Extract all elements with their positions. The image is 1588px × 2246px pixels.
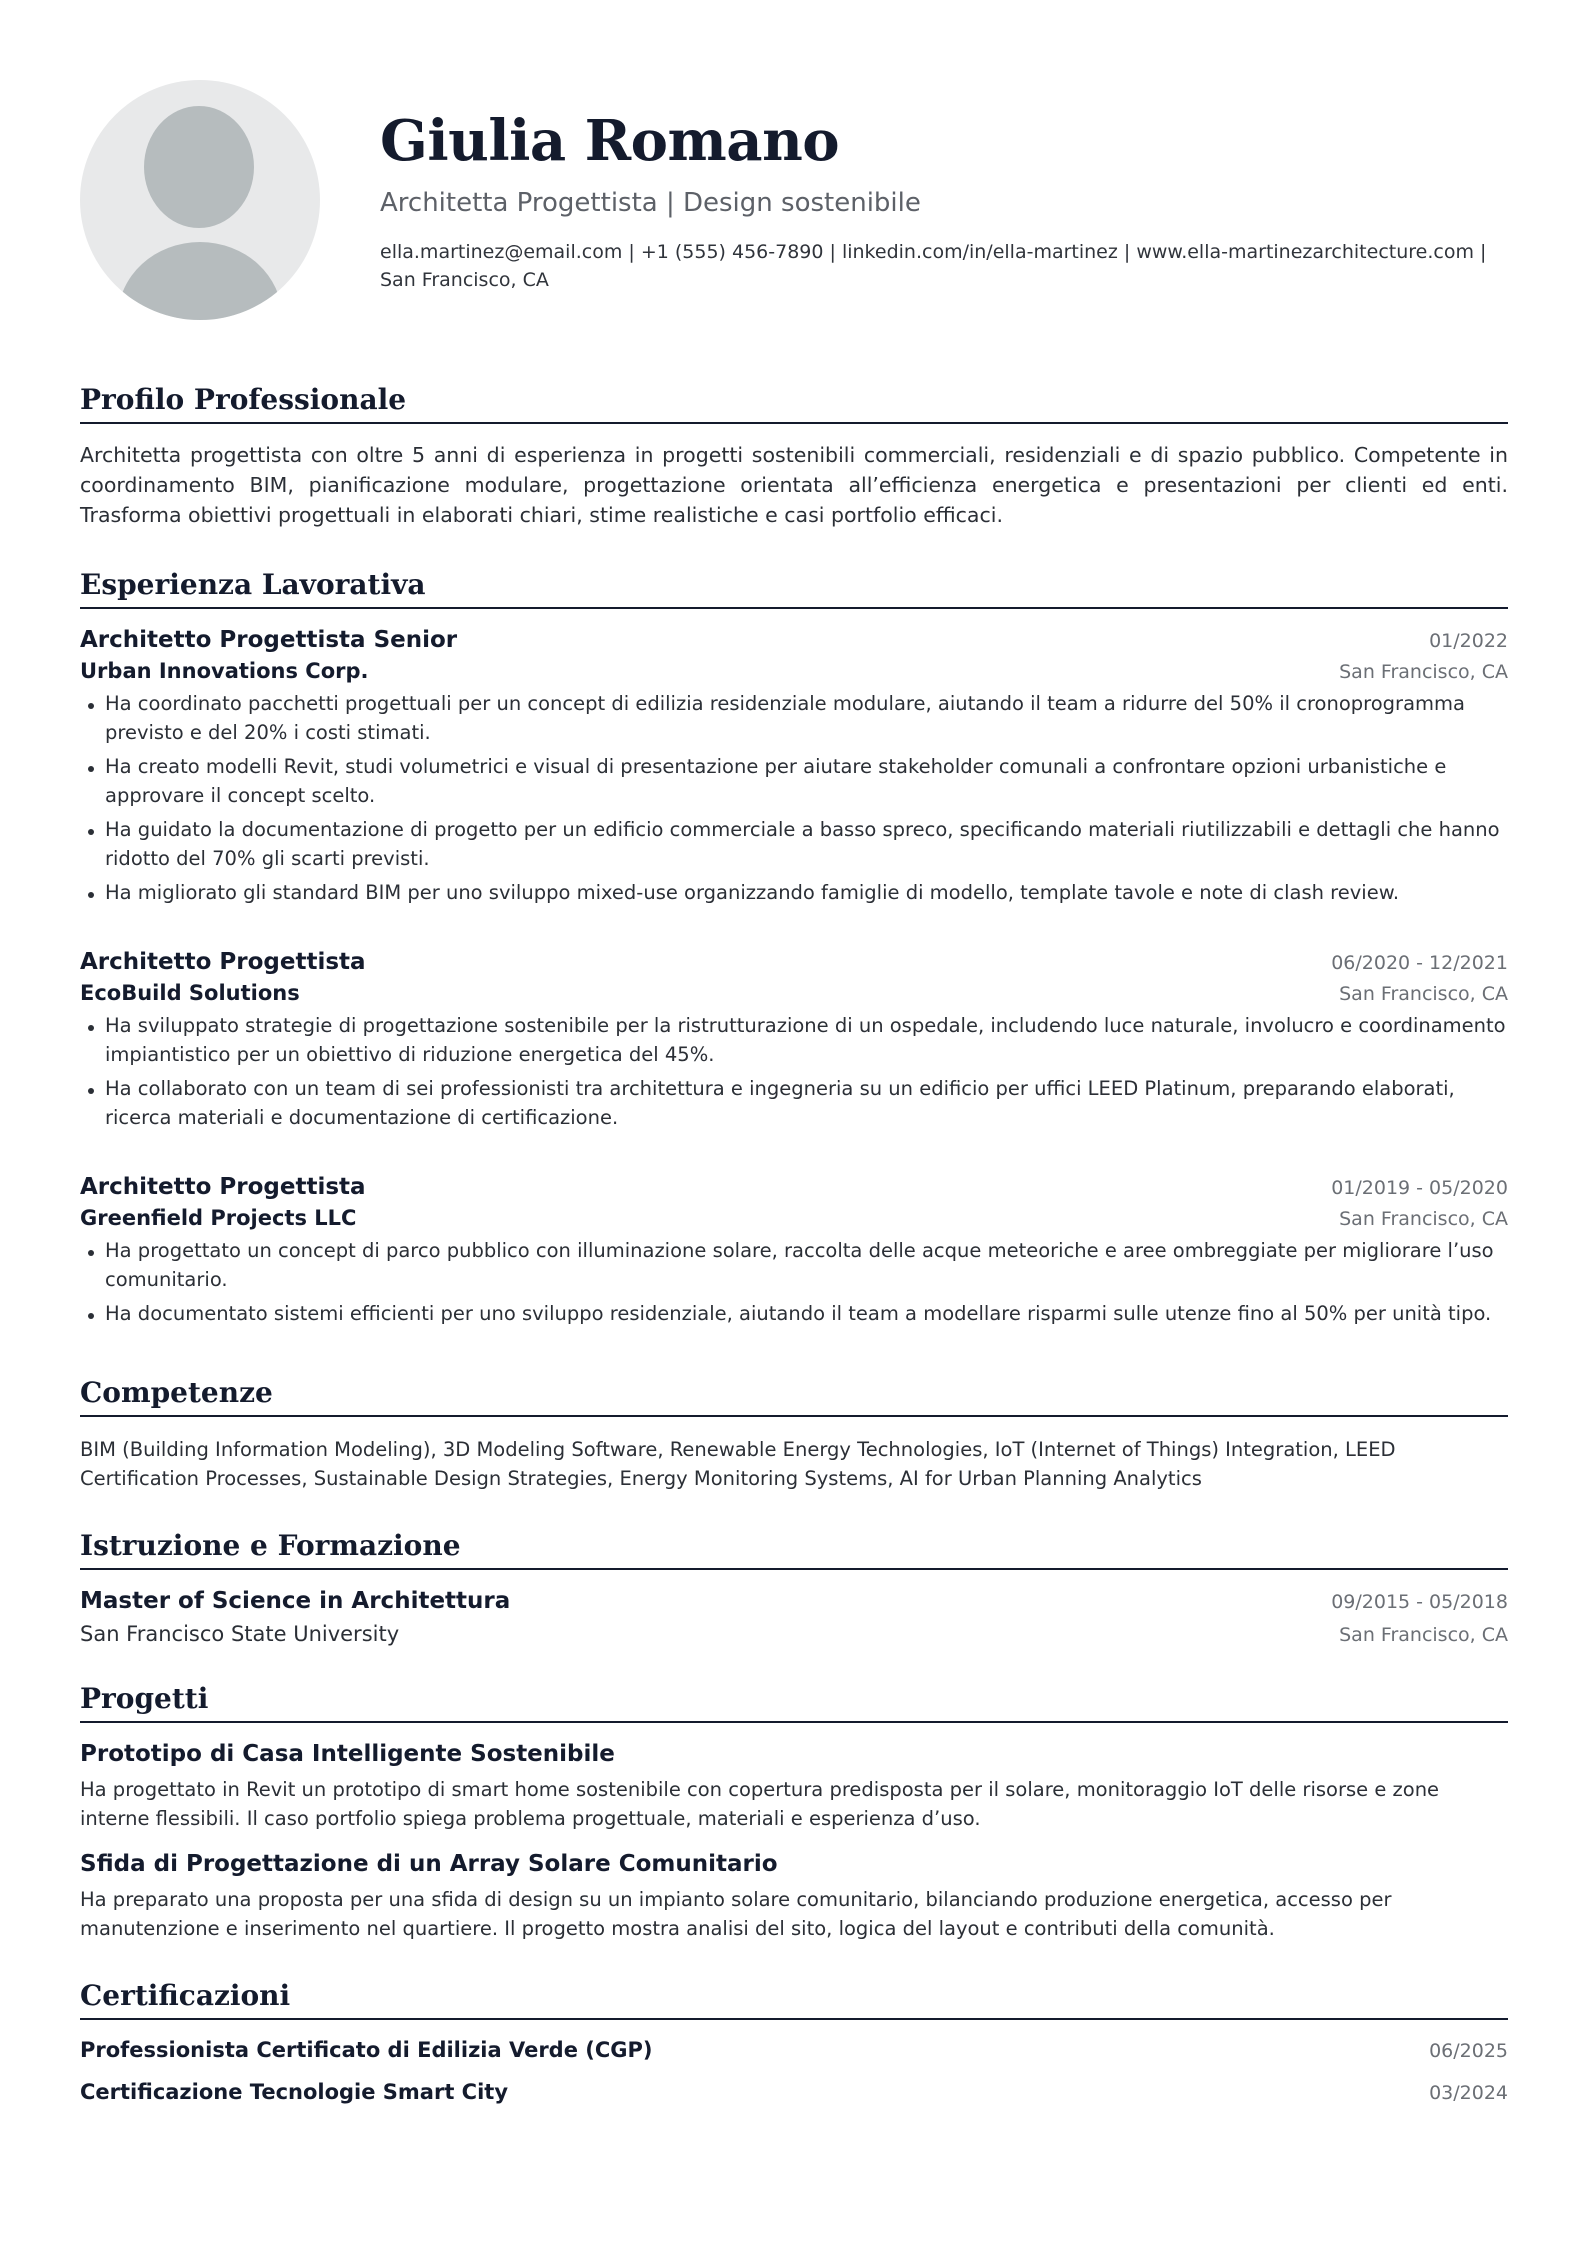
job-entry <box>80 627 1508 907</box>
job-bullet: Ha collaborato con un team di sei professionisti tra architettura e ingegneria su un edificio per uffici LEED Platinum, preparando elaborati, ricerca materiali e documentazione di certificazione. <box>80 1074 1508 1132</box>
job-location: San Francisco, CA <box>1339 661 1508 683</box>
project-entry <box>80 1741 1508 1833</box>
job-bullet: Ha migliorato gli standard BIM per uno sviluppo mixed-use organizzando famiglie di modello, template tavole e note di clash review. <box>80 878 1508 907</box>
job-company: Urban Innovations Corp. <box>80 659 369 683</box>
job-bullets <box>80 1236 1508 1328</box>
job-location: San Francisco, CA <box>1339 983 1508 1005</box>
header-text <box>380 80 1508 294</box>
profile-text: Architetta progettista con oltre 5 anni di esperienza in progetti sostenibili commerciali, residenziali e di spazio pubblico. Competente in coordinamento BIM, pianificazione modulare, progettazione orientata all’efficienza energetica e presentazioni per clienti ed enti. Trasforma obiettivi progettuali in elaborati chiari, stime realistiche e casi portfolio efficaci. <box>80 443 1508 527</box>
certification-date: 06/2025 <box>1429 2040 1508 2062</box>
certification-name: Certificazione Tecnologie Smart City <box>80 2080 509 2104</box>
skills-section <box>80 1376 1508 1493</box>
project-description: Ha preparato una proposta per una sfida di design su un impianto solare comunitario, bilanciando produzione energetica, accesso per manutenzione e inserimento nel quartiere. Il progetto mostra analisi del sito, logica del layout e contributi della comunità. <box>80 1888 1392 1940</box>
section-title-projects: Progetti <box>80 1682 1508 1723</box>
education-degree: Master of Science in Architettura <box>80 1588 511 1614</box>
project-entry <box>80 1851 1508 1943</box>
resume-header <box>80 80 1508 320</box>
job-company: Greenfield Projects LLC <box>80 1206 357 1230</box>
job-location: San Francisco, CA <box>1339 1208 1508 1230</box>
avatar <box>80 80 320 320</box>
profile-section <box>80 383 1508 530</box>
section-title-skills: Competenze <box>80 1376 1508 1417</box>
certifications-section <box>80 1979 1508 2104</box>
job-bullets <box>80 1011 1508 1132</box>
job-role: Architetto Progettista Senior <box>80 627 458 653</box>
project-title: Prototipo di Casa Intelligente Sostenibile <box>80 1741 615 1767</box>
job-date: 01/2019 - 05/2020 <box>1331 1177 1508 1199</box>
job-bullet: Ha creato modelli Revit, studi volumetrici e visual di presentazione per aiutare stakeholder comunali a confrontare opzioni urbanistiche e approvare il concept scelto. <box>80 752 1508 810</box>
job-bullet: Ha documentato sistemi efficienti per uno sviluppo residenziale, aiutando il team a modellare risparmi sulle utenze fino al 50% per unità tipo. <box>80 1299 1508 1328</box>
contact-line: ella.martinez@email.com | +1 (555) 456-7890 | linkedin.com/in/ella-martinez | www.ella-martinezarchitecture.com | San Francisco, CA <box>380 241 1487 291</box>
education-school: San Francisco State University <box>80 1622 400 1646</box>
experience-section <box>80 568 1508 1328</box>
avatar-body-icon <box>118 242 282 320</box>
certification-entry <box>80 2038 1508 2062</box>
section-title-profile: Profilo Professionale <box>80 383 1508 424</box>
job-bullets <box>80 689 1508 907</box>
job-date: 06/2020 - 12/2021 <box>1331 952 1508 974</box>
section-title-education: Istruzione e Formazione <box>80 1529 1508 1570</box>
education-section <box>80 1529 1508 1646</box>
candidate-subtitle: Architetta Progettista | Design sostenibile <box>380 188 921 218</box>
job-date: 01/2022 <box>1429 630 1508 652</box>
project-description: Ha progettato in Revit un prototipo di smart home sostenibile con copertura predisposta per il solare, monitoraggio IoT delle risorse e zone interne flessibili. Il caso portfolio spiega problema progettuale, materiali e esperienza d’uso. <box>80 1778 1440 1830</box>
job-role: Architetto Progettista <box>80 1174 366 1200</box>
section-title-certifications: Certificazioni <box>80 1979 1508 2020</box>
education-date: 09/2015 - 05/2018 <box>1331 1591 1508 1613</box>
candidate-name: Giulia Romano <box>380 108 840 174</box>
job-entry <box>80 949 1508 1132</box>
education-location: San Francisco, CA <box>1339 1624 1508 1646</box>
skills-text: BIM (Building Information Modeling), 3D Modeling Software, Renewable Energy Technologies, IoT (Internet of Things) Integration, LEED Certification Processes, Sustainable Design Strategies, Energy Monitoring Systems, AI for Urban Planning Analytics <box>80 1438 1396 1490</box>
job-company: EcoBuild Solutions <box>80 981 300 1005</box>
job-role: Architetto Progettista <box>80 949 366 975</box>
avatar-head-icon <box>144 106 254 228</box>
project-title: Sfida di Progettazione di un Array Solare Comunitario <box>80 1851 778 1877</box>
certification-entry <box>80 2080 1508 2104</box>
job-bullet: Ha progettato un concept di parco pubblico con illuminazione solare, raccolta delle acque meteoriche e aree ombreggiate per migliorare l’uso comunitario. <box>80 1236 1508 1294</box>
section-title-experience: Esperienza Lavorativa <box>80 568 1508 609</box>
job-bullet: Ha sviluppato strategie di progettazione sostenibile per la ristrutturazione di un ospedale, includendo luce naturale, involucro e coordinamento impiantistico per un obiettivo di riduzione energetica del 45%. <box>80 1011 1508 1069</box>
certification-name: Professionista Certificato di Edilizia Verde (CGP) <box>80 2038 653 2062</box>
job-entry <box>80 1174 1508 1328</box>
job-bullet: Ha coordinato pacchetti progettuali per un concept di edilizia residenziale modulare, aiutando il team a ridurre del 50% il cronoprogramma previsto e del 20% i costi stimati. <box>80 689 1508 747</box>
certification-date: 03/2024 <box>1429 2082 1508 2104</box>
projects-section <box>80 1682 1508 1943</box>
job-bullet: Ha guidato la documentazione di progetto per un edificio commerciale a basso spreco, specificando materiali riutilizzabili e dettagli che hanno ridotto del 70% gli scarti previsti. <box>80 815 1508 873</box>
